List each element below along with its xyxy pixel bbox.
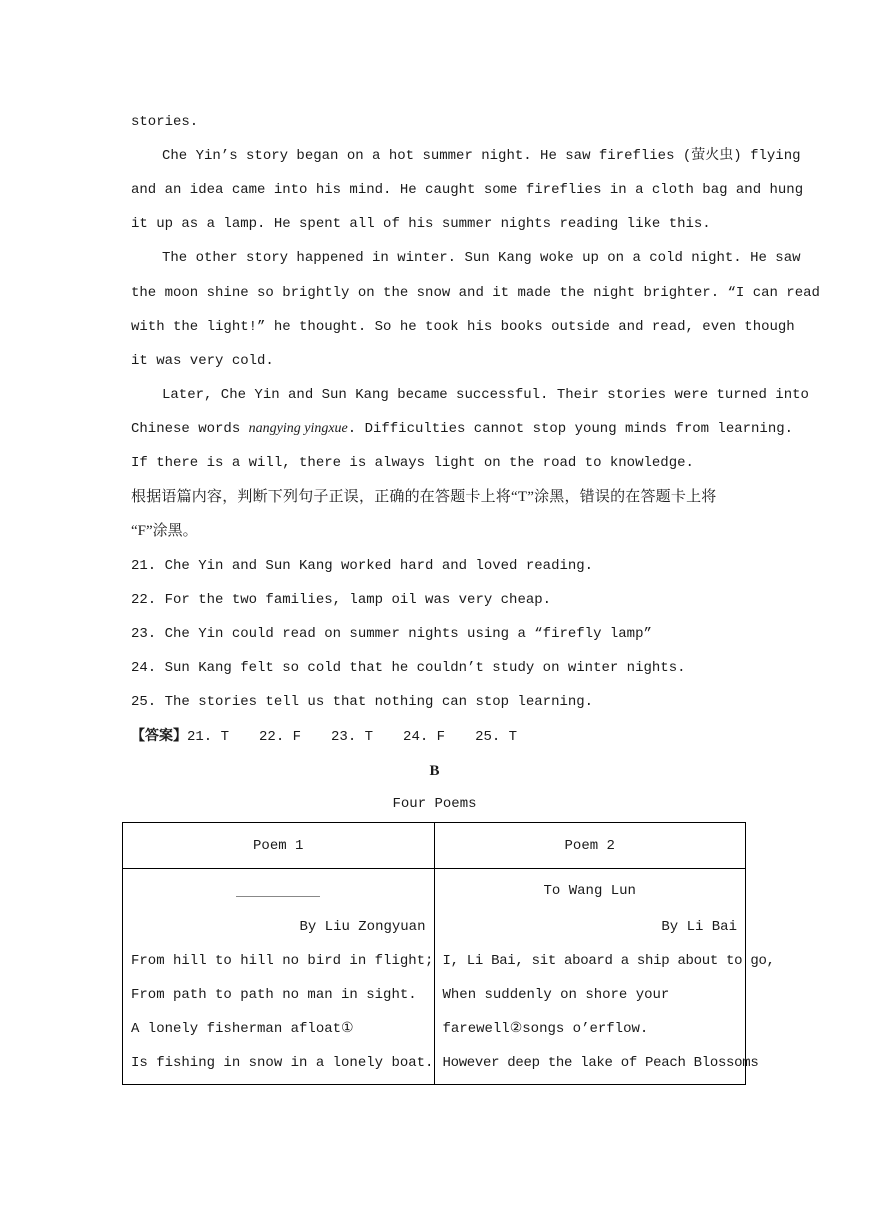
poem2-line: However deep the lake of Peach Blossoms — [442, 1055, 759, 1071]
chinese-words-italic: nangying yingxue — [248, 421, 348, 436]
question-21: 21. Che Yin and Sun Kang worked hard and loved reading. — [131, 558, 594, 574]
poem2-cell — [434, 869, 775, 1085]
passage-line: stories. — [131, 114, 199, 130]
answer-item: 21. T — [187, 729, 230, 745]
answer-label: 【答案】 — [131, 728, 187, 744]
answer-item: 22. F — [259, 729, 302, 745]
instruction-line: “F”涂黑。 — [131, 523, 198, 539]
question-24: 24. Sun Kang felt so cold that he couldn’t study on winter nights. — [131, 660, 686, 676]
poem2-line: I, Li Bai, sit aboard a ship about to go, — [442, 953, 775, 969]
poem1-line: A lonely fisherman afloat① — [131, 1021, 354, 1037]
answer-key — [131, 726, 737, 747]
passage-line: it up as a lamp. He spent all of his summer nights reading like this. — [131, 216, 711, 232]
poem1-cell — [123, 869, 435, 1085]
section-title: Four Poems — [392, 796, 477, 812]
answer-item: 23. T — [331, 729, 374, 745]
passage-line: it was very cold. — [131, 353, 274, 369]
poem1-title-blank — [236, 896, 320, 897]
poem2-line: farewell②songs o’erflow. — [442, 1021, 649, 1037]
poem2-line: When suddenly on shore your — [442, 987, 670, 1003]
poem1-line: Is fishing in snow in a lonely boat. — [131, 1055, 434, 1071]
poem2-header: Poem 2 — [434, 823, 746, 869]
question-25: 25. The stories tell us that nothing can stop learning. — [131, 694, 594, 710]
passage-line: Che Yin’s story began on a hot summer night. He saw fireflies (萤火虫) flying — [162, 148, 801, 164]
passage-line: Later, Che Yin and Sun Kang became successful. Their stories were turned into — [162, 387, 809, 403]
poem2-title: To Wang Lun — [543, 883, 636, 899]
chinese-words-prefix: Chinese words — [131, 421, 249, 437]
answer-item: 24. F — [403, 729, 446, 745]
passage-line-chinese-words — [131, 419, 794, 439]
question-23: 23. Che Yin could read on summer nights using a “firefly lamp” — [131, 626, 652, 642]
answer-item: 25. T — [475, 729, 518, 745]
poem1-header: Poem 1 — [123, 823, 435, 869]
passage-line: and an idea came into his mind. He caught some fireflies in a cloth bag and hung — [131, 182, 804, 198]
poem2-author: By Li Bai — [661, 919, 737, 935]
section-letter: B — [429, 763, 440, 779]
poem1-line: From path to path no man in sight. — [131, 987, 417, 1003]
instruction-line: 根据语篇内容，判断下列句子正误，正确的在答题卡上将“T”涂黑，错误的在答题卡上将 — [131, 489, 717, 505]
passage-line: The other story happened in winter. Sun Kang woke up on a cold night. He saw — [162, 250, 801, 266]
chinese-words-suffix: . Difficulties cannot stop young minds from learning. — [347, 421, 794, 437]
question-22: 22. For the two families, lamp oil was very cheap. — [131, 592, 552, 608]
poem1-author: By Liu Zongyuan — [299, 919, 426, 935]
passage-line: with the light!” he thought. So he took his books outside and read, even though — [131, 319, 795, 335]
poem1-line: From hill to hill no bird in flight; — [131, 953, 434, 969]
poems-table — [122, 822, 775, 1085]
passage-line: If there is a will, there is always light on the road to knowledge. — [131, 455, 694, 471]
passage-line: the moon shine so brightly on the snow and it made the night brighter. “I can read — [131, 285, 820, 301]
